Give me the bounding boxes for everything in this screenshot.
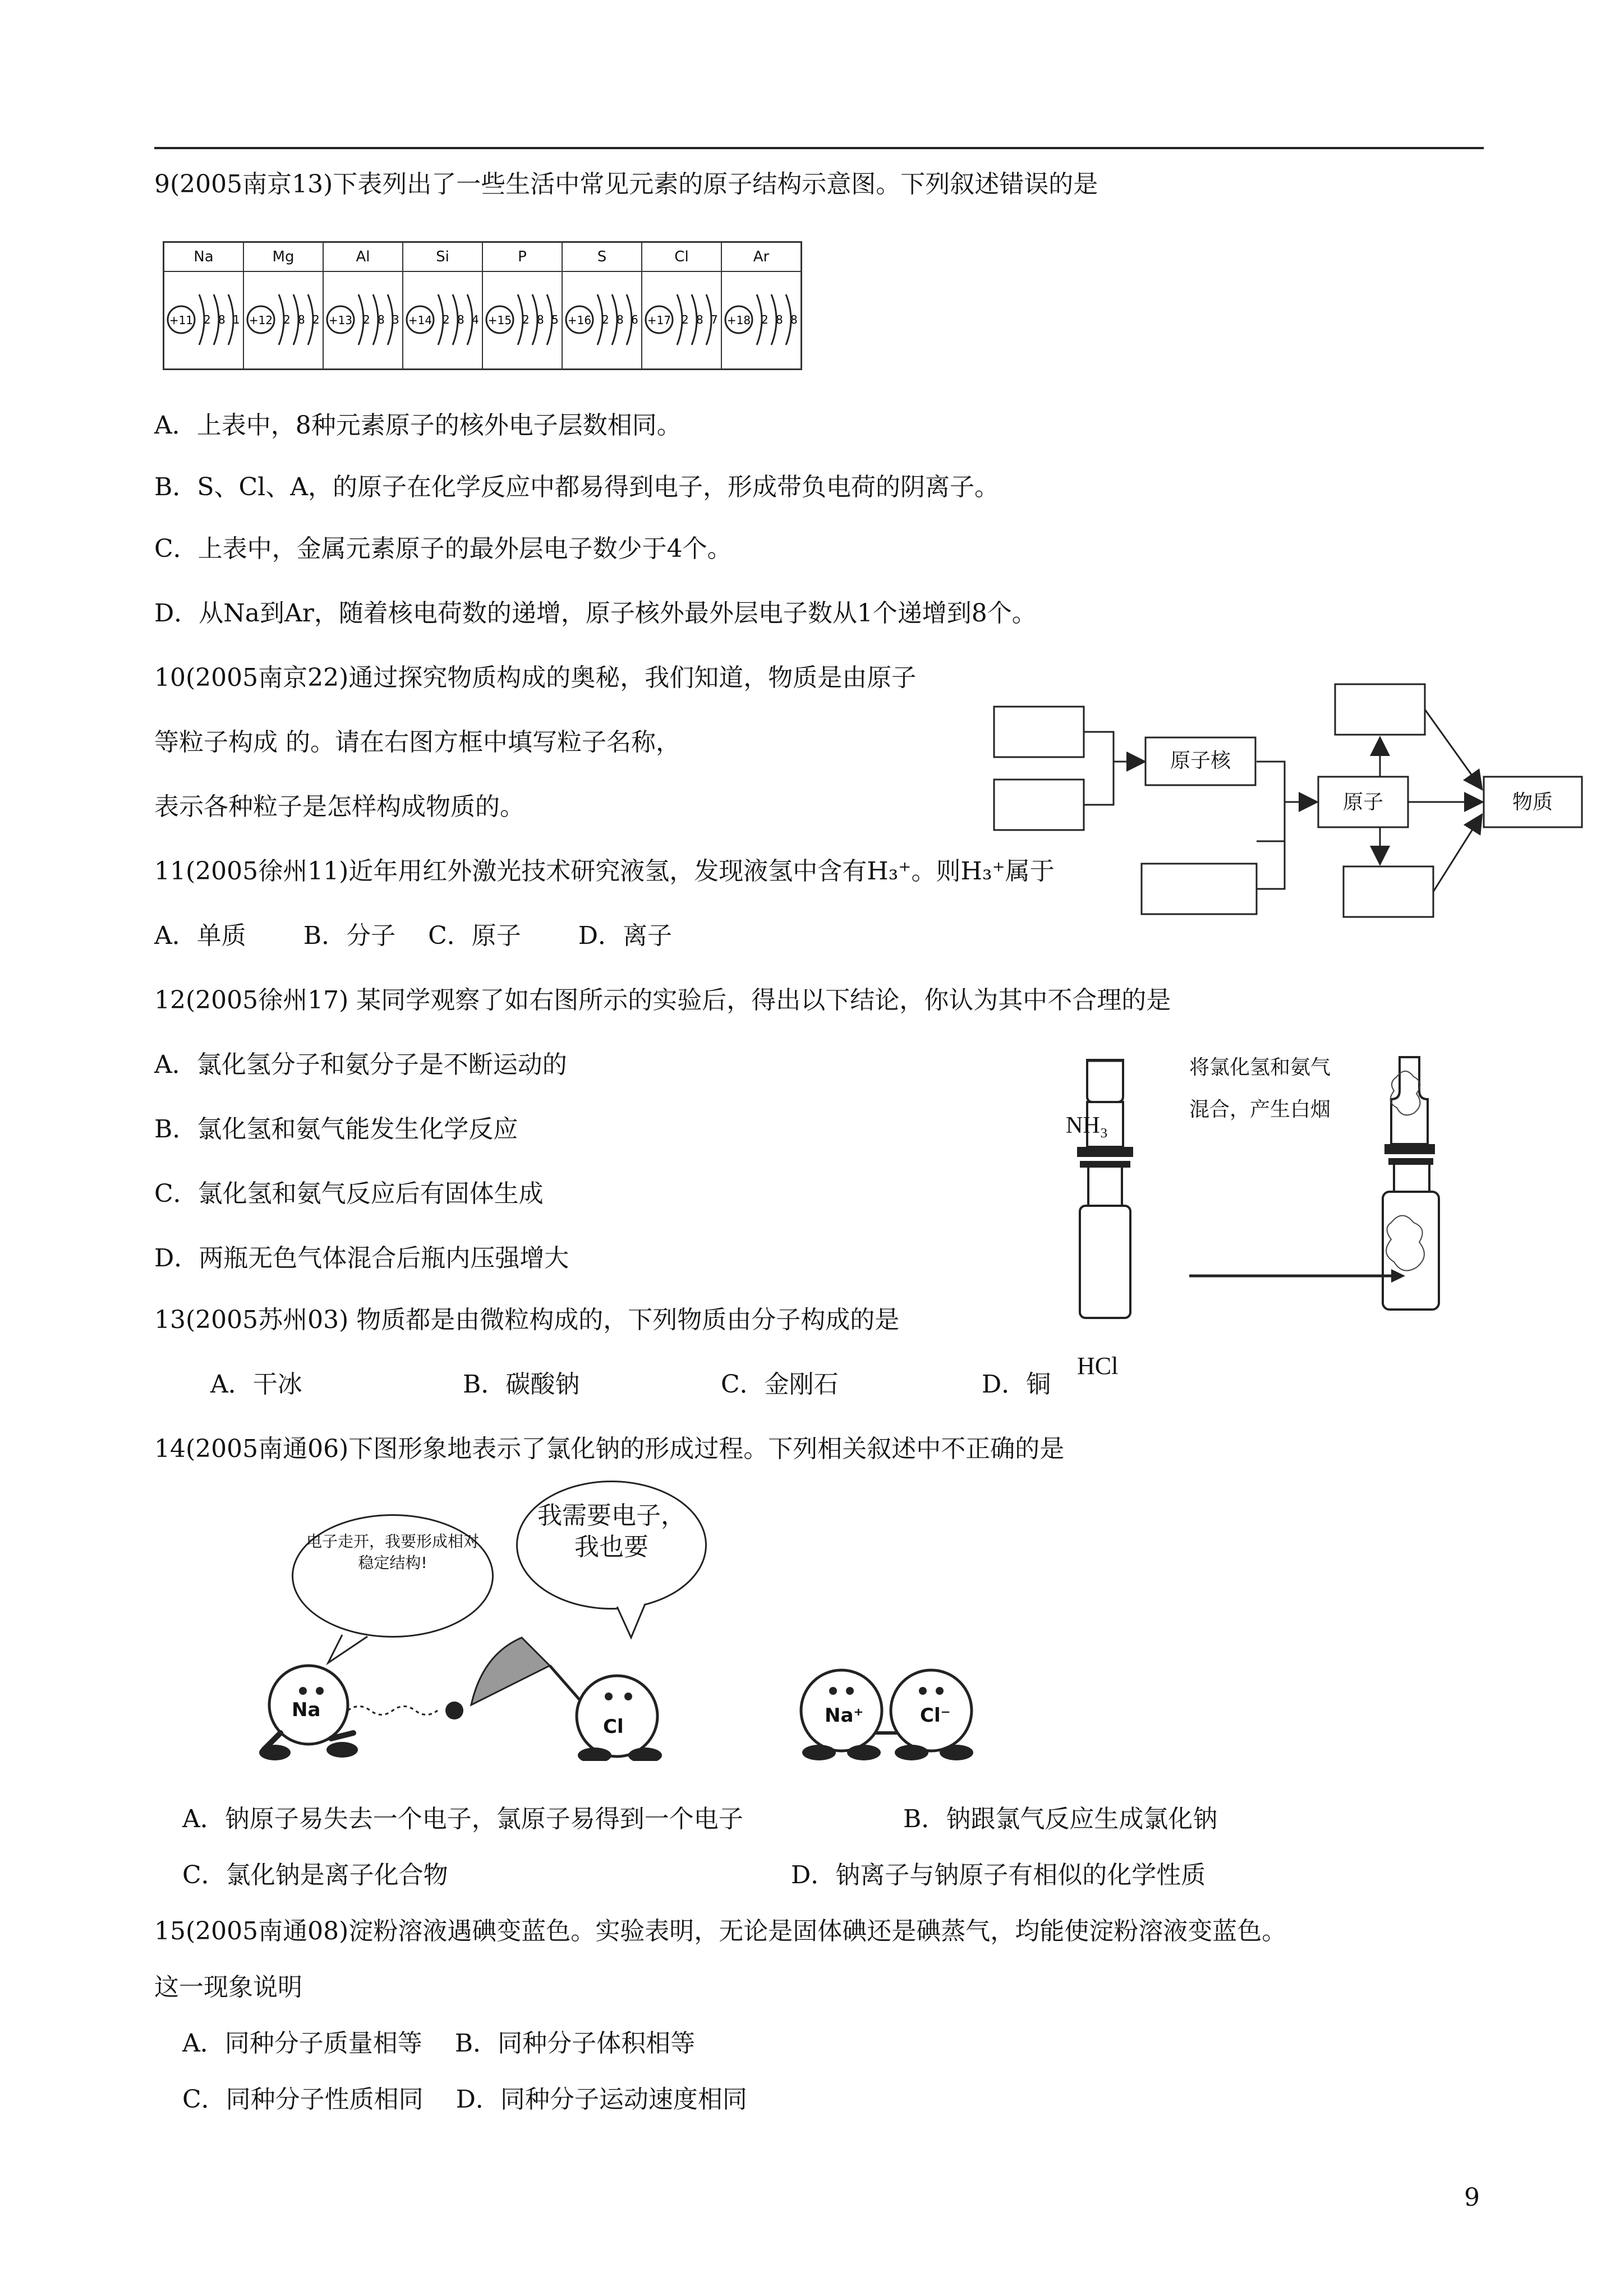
atom-structure-table [163, 241, 802, 370]
q15-stem-continued: 这一现象说明 [154, 1973, 302, 2002]
element-symbol: S [563, 243, 642, 271]
shell-electron-count: 6 [631, 313, 638, 326]
atom-diagram [164, 272, 243, 367]
caption-line2: 混合，产生白烟 [1189, 1098, 1331, 1121]
particle-structure-diagram [987, 673, 1593, 942]
q14-option-c: C．氯化钠是离子化合物 [182, 1861, 448, 1889]
q14-option-d: D．钠离子与钠原子有相似的化学性质 [791, 1861, 1206, 1889]
q13-stem: 13(2005苏州03) 物质都是由微粒构成的，下列物质由分子构成的是 [154, 1306, 900, 1334]
cl-atom-label: Cl [603, 1716, 624, 1738]
nucleus-charge: +12 [249, 313, 273, 327]
shell-electron-count: 8 [457, 313, 464, 326]
atom-label: 原子 [1342, 791, 1384, 814]
nucleus-charge: +14 [408, 313, 433, 327]
shell-electron-count: 2 [761, 313, 769, 326]
element-symbol: Cl [642, 243, 722, 271]
shell-electron-count: 2 [312, 313, 320, 326]
q12-option-b: B．氯化氢和氨气能发生化学反应 [154, 1115, 518, 1144]
blank-box-neutron[interactable] [994, 780, 1084, 830]
element-symbol: P [483, 243, 563, 271]
q10-line1: 10(2005南京22)通过探究物质构成的奥秘，我们知道，物质是由原子 [154, 663, 917, 692]
q10-line3: 表示各种粒子是怎样构成物质的。 [154, 792, 525, 821]
q13-option-d: D．铜 [982, 1370, 1051, 1399]
atom-diagram [403, 272, 482, 367]
blank-box-molecule[interactable] [1335, 684, 1425, 735]
atom-diagram [563, 272, 641, 367]
shell-electron-count: 8 [617, 313, 624, 326]
nucleus-charge: +17 [647, 313, 671, 327]
element-symbol: Mg [244, 243, 324, 271]
shell-electron-count: 2 [363, 313, 370, 326]
shell-electron-count: 8 [790, 313, 798, 326]
q15-stem: 15(2005南通08)淀粉溶液遇碘变蓝色。实验表明，无论是固体碘还是碘蒸气，均能使淀粉溶液变蓝色。 [154, 1917, 1287, 1945]
hcl-label: HCl [1077, 1352, 1119, 1380]
q13-option-b: B．碳酸钠 [463, 1370, 580, 1399]
nucleus-charge: +13 [328, 313, 353, 327]
nucleus-charge: +18 [726, 313, 751, 327]
shell-electron-count: 2 [522, 313, 530, 326]
atom-diagram [642, 272, 721, 367]
nh3-label: NH₃ [1066, 1113, 1108, 1138]
bubble-cl-text: 我需要电子，我也要 [537, 1501, 686, 1561]
hcl-nh3-experiment-diagram [1055, 1043, 1481, 1380]
atom-diagram-cell [324, 272, 403, 370]
shell-electron-count: 8 [696, 313, 703, 326]
atom-diagram [324, 272, 402, 367]
shell-electron-count: 8 [378, 313, 385, 326]
atom-diagram-cell [483, 272, 563, 370]
na-atom-label: Na [292, 1699, 321, 1721]
atom-diagram-cell [164, 272, 244, 370]
cl-ion-label: Cl⁻ [920, 1704, 951, 1727]
q10-line2: 等粒子构成 的。请在右图方框中填写粒子名称， [154, 728, 680, 757]
element-symbol: Si [403, 243, 483, 271]
atom-diagram-cell [244, 272, 324, 370]
atom-diagram [483, 272, 562, 367]
nucleus-label: 原子核 [1170, 749, 1231, 772]
shell-electron-count: 8 [298, 313, 305, 326]
atom-diagram-cell [642, 272, 722, 370]
q15-options-ab: A．同种分子质量相等 B．同种分子体积相等 [182, 2029, 696, 2058]
blank-box-ion[interactable] [1344, 866, 1433, 917]
q11-stem: 11(2005徐州11)近年用红外激光技术研究液氢，发现液氢中含有H₃⁺。则H₃⁺属于 [154, 857, 1055, 886]
q9-stem: 9(2005南京13)下表列出了一些生活中常见元素的原子结构示意图。下列叙述错误的是 [154, 170, 1098, 199]
bubble-na-text: 电子走开，我要形成相对稳定结构! [306, 1532, 479, 1572]
element-symbol: Al [324, 243, 403, 271]
shell-electron-count: 5 [551, 313, 559, 326]
shell-electron-count: 4 [472, 313, 479, 326]
atom-diagram [244, 272, 323, 367]
q14-stem: 14(2005南通06)下图形象地表示了氯化钠的形成过程。下列相关叙述中不正确的是 [154, 1435, 1065, 1463]
q12-option-c: C．氯化氢和氨气反应后有固体生成 [154, 1179, 544, 1208]
shell-electron-count: 2 [283, 313, 291, 326]
element-symbol: Na [164, 243, 244, 271]
q12-stem: 12(2005徐州17) 某同学观察了如右图所示的实验后，得出以下结论，你认为其中不合理的是 [154, 986, 1171, 1015]
shell-electron-count: 2 [204, 313, 211, 326]
q13-option-c: C．金刚石 [721, 1370, 839, 1399]
na-ion-label: Na⁺ [825, 1704, 864, 1727]
caption-line1: 将氯化氢和氨气 [1189, 1056, 1331, 1079]
q9-option-d: D．从Na到Ar，随着核电荷数的递增，原子核外最外层电子数从1个递增到8个。 [154, 599, 1037, 628]
q11-options: A．单质 B．分子 C．原子 D．离子 [154, 921, 673, 950]
q14-option-a: A．钠原子易失去一个电子，氯原子易得到一个电子 [182, 1805, 743, 1833]
nucleus-charge: +15 [487, 313, 512, 327]
atom-diagram-cell [722, 272, 801, 370]
q12-option-a: A．氯化氢分子和氨分子是不断运动的 [154, 1050, 567, 1079]
blank-box-proton[interactable] [994, 707, 1084, 757]
shell-electron-count: 8 [218, 313, 226, 326]
q9-option-c: C．上表中，金属元素原子的最外层电子数少于4个。 [154, 534, 732, 563]
q9-option-a: A．上表中，8种元素原子的核外电子层数相同。 [154, 411, 682, 440]
page-number: 9 [1464, 2183, 1480, 2212]
header-rule [154, 147, 1484, 149]
blank-box-electron[interactable] [1142, 864, 1257, 914]
shell-electron-count: 8 [537, 313, 544, 326]
atom-diagram-cell [563, 272, 642, 370]
shell-electron-count: 2 [602, 313, 609, 326]
q12-option-d: D．两瓶无色气体混合后瓶内压强增大 [154, 1244, 569, 1273]
q13-option-a: A．干冰 [210, 1370, 302, 1399]
nucleus-charge: +11 [169, 313, 194, 327]
q14-option-b: B．钠跟氯气反应生成氯化钠 [903, 1805, 1218, 1833]
shell-electron-count: 7 [711, 313, 718, 326]
cartoon-figures [258, 1469, 1043, 1761]
shell-electron-count: 1 [233, 313, 240, 326]
q9-option-b: B．S、Cl、A，的原子在化学反应中都易得到电子，形成带负电荷的阴离子。 [154, 473, 999, 501]
nacl-formation-cartoon [258, 1469, 1043, 1761]
matter-label: 物质 [1512, 791, 1553, 814]
q15-options-cd: C．同种分子性质相同 D．同种分子运动速度相同 [182, 2085, 747, 2114]
element-symbol: Ar [753, 248, 770, 265]
shell-electron-count: 2 [443, 313, 450, 326]
atom-diagram-cell [403, 272, 483, 370]
shell-electron-count: 2 [682, 313, 689, 326]
atom-diagram [722, 272, 801, 367]
nucleus-charge: +16 [567, 313, 592, 327]
shell-electron-count: 3 [392, 313, 399, 326]
shell-electron-count: 8 [776, 313, 783, 326]
